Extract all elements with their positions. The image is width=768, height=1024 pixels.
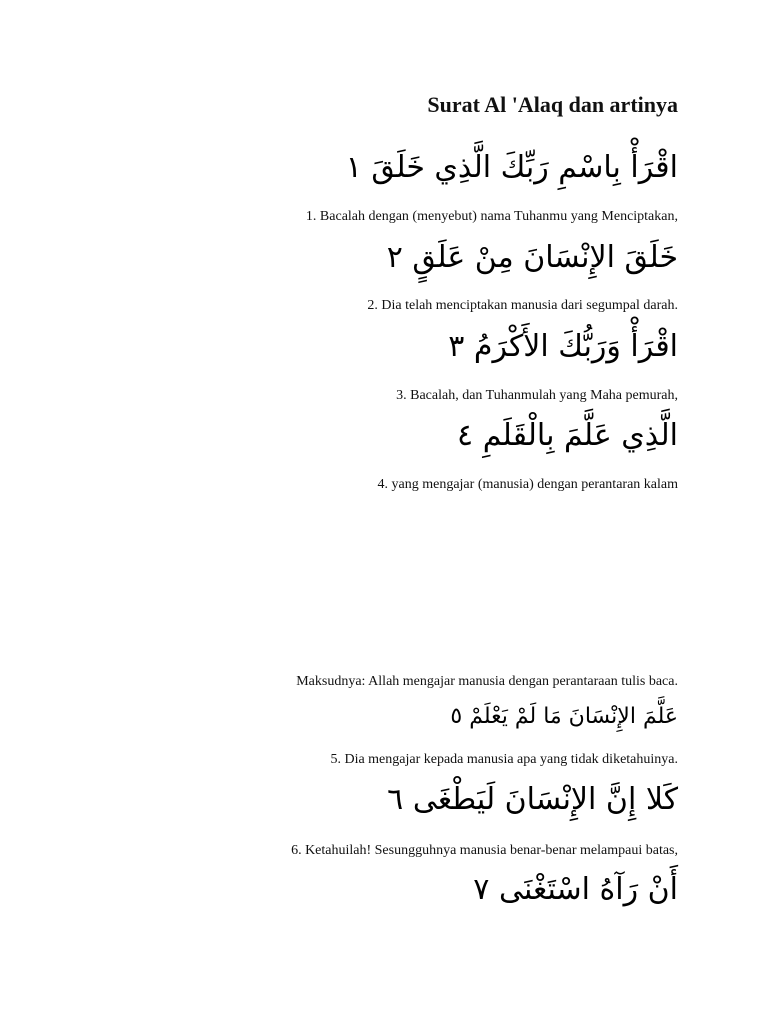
- verse-5-arabic: عَلَّمَ الإِنْسَانَ مَا لَمْ يَعْلَمْ ٥: [450, 704, 678, 729]
- verse-7-arabic: أَنْ رَآهُ اسْتَغْنَى ٧: [473, 872, 678, 907]
- verse-5-translation: 5. Dia mengajar kepada manusia apa yang tidak diketahuinya.: [330, 752, 678, 767]
- page-title: Surat Al 'Alaq dan artinya: [427, 92, 678, 117]
- verse-3-arabic: اقْرَأْ وَرَبُّكَ الأَكْرَمُ ٣: [448, 329, 678, 364]
- verse-4-translation: 4. yang mengajar (manusia) dengan perantaran kalam: [377, 477, 678, 492]
- verse-6-arabic: كَلا إِنَّ الإِنْسَانَ لَيَطْغَى ٦: [387, 782, 678, 817]
- verse-2-arabic: خَلَقَ الإِنْسَانَ مِنْ عَلَقٍ ٢: [386, 240, 678, 275]
- verse-1-translation: 1. Bacalah dengan (menyebut) nama Tuhanmu yang Menciptakan,: [305, 209, 678, 224]
- verse-3-translation: 3. Bacalah, dan Tuhanmulah yang Maha pemurah,: [396, 388, 678, 403]
- verse-1-arabic: اقْرَأْ بِاسْمِ رَبِّكَ الَّذِي خَلَقَ ١: [345, 150, 678, 185]
- verse-2-translation: 2. Dia telah menciptakan manusia dari segumpal darah.: [367, 298, 678, 313]
- explanation-note: Maksudnya: Allah mengajar manusia dengan perantaraan tulis baca.: [296, 674, 678, 689]
- verse-4-arabic: الَّذِي عَلَّمَ بِالْقَلَمِ ٤: [457, 418, 678, 453]
- verse-6-translation: 6. Ketahuilah! Sesungguhnya manusia benar-benar melampaui batas,: [291, 843, 678, 858]
